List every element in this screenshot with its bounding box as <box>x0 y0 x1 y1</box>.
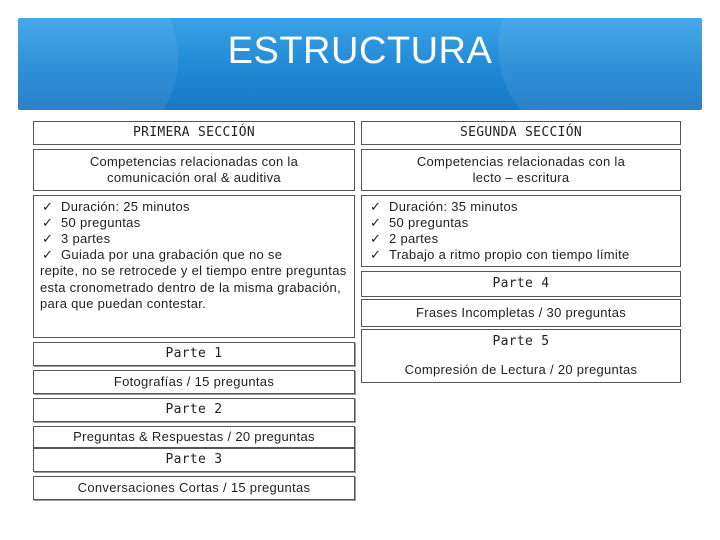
part-4-detail: Frases Incompletas / 30 preguntas <box>361 299 681 327</box>
part-1-detail: Fotografías / 15 preguntas <box>33 370 355 394</box>
part-5-detail: Compresión de Lectura / 20 preguntas <box>361 355 681 383</box>
part-2-detail: Preguntas & Respuestas / 20 preguntas <box>33 426 355 448</box>
second-section-checklist <box>368 199 630 263</box>
list-item: ✓ Duración: 35 minutos <box>370 199 518 214</box>
list-item: ✓ 2 partes <box>370 231 439 246</box>
check-mark-icon: ✓ <box>370 231 382 246</box>
list-item: ✓ 50 preguntas <box>42 215 141 230</box>
first-section-competencies: Competencias relacionadas con la comunicación oral & auditiva <box>33 149 355 191</box>
first-section-checklist <box>40 199 348 263</box>
check-mark-icon: ✓ <box>370 199 382 214</box>
check-mark-icon: ✓ <box>42 231 54 246</box>
list-item: ✓ Duración: 25 minutos <box>42 199 190 214</box>
part-3-label: Parte 3 <box>33 448 355 472</box>
first-section-details <box>33 195 355 338</box>
list-item: ✓ 3 partes <box>42 231 111 246</box>
part-2-label: Parte 2 <box>33 398 355 422</box>
part-3-detail: Conversaciones Cortas / 15 preguntas <box>33 476 355 500</box>
second-section-details <box>361 195 681 267</box>
check-mark-icon: ✓ <box>370 247 382 262</box>
check-mark-icon: ✓ <box>370 215 382 230</box>
check-mark-icon: ✓ <box>42 215 54 230</box>
second-section-competencies: Competencias relacionadas con la lecto – escritura <box>361 149 681 191</box>
check-mark-icon: ✓ <box>42 247 54 262</box>
second-section-header: SEGUNDA SECCIÓN <box>361 121 681 145</box>
part-5-label: Parte 5 <box>361 329 681 355</box>
list-item: ✓ Guiada por una grabación que no se <box>42 247 283 262</box>
list-item: ✓ Trabajo a ritmo propio con tiempo límite <box>370 247 630 262</box>
first-section-header: PRIMERA SECCIÓN <box>33 121 355 145</box>
list-item: ✓ 50 preguntas <box>370 215 469 230</box>
part-1-label: Parte 1 <box>33 342 355 366</box>
check-mark-icon: ✓ <box>42 199 54 214</box>
page-title: ESTRUCTURA <box>227 30 493 72</box>
first-section-continuation: repite, no se retrocede y el tiempo entre preguntas esta cronometrado dentro de la misma grabación, para que puedan contestar. <box>40 263 347 312</box>
part-4-label: Parte 4 <box>361 271 681 297</box>
